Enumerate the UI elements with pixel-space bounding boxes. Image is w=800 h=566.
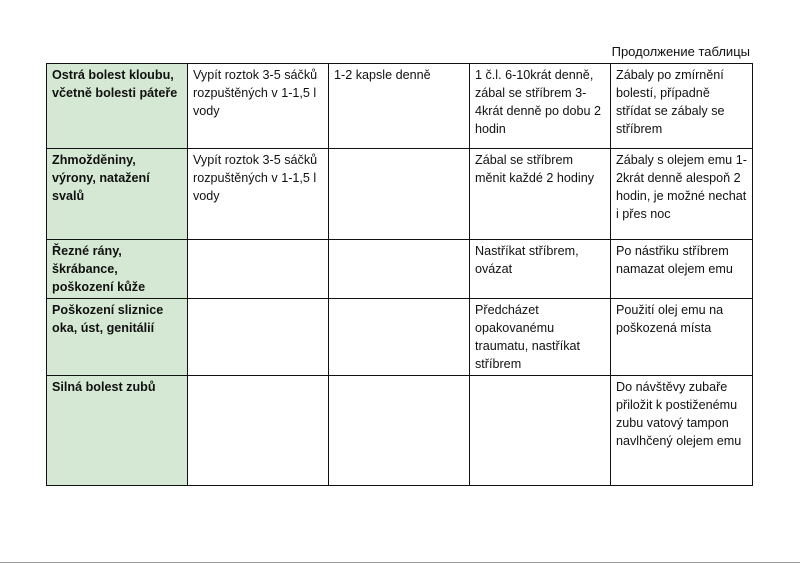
condition-cell: Zhmožděniny, výrony, natažení svalů: [47, 149, 188, 240]
table-cell: 1 č.l. 6-10krát denně, zábal se stříbrem 3-4krát denně po dobu 2 hodin: [470, 64, 611, 149]
table-continuation-caption: Продолжение таблицы: [611, 44, 750, 59]
table-cell: Po nástřiku stříbrem namazat olejem emu: [611, 240, 753, 299]
table-cell: Použití olej emu na poškozená místa: [611, 299, 753, 376]
table-cell: Vypít roztok 3-5 sáčků rozpuštěných v 1-1,5 l vody: [188, 64, 329, 149]
table-cell: [470, 376, 611, 486]
table-cell: [329, 376, 470, 486]
table-cell: [188, 376, 329, 486]
table-cell: [329, 299, 470, 376]
table-row: [47, 64, 753, 149]
condition-cell: Silná bolest zubů: [47, 376, 188, 486]
table-cell: Zábal se stříbrem měnit každé 2 hodiny: [470, 149, 611, 240]
treatment-table: [46, 63, 753, 486]
condition-cell: Poškození sliznice oka, úst, genitálií: [47, 299, 188, 376]
table-cell: Zábaly s olejem emu 1-2krát denně alespoň 2 hodin, je možné nechat i přes noc: [611, 149, 753, 240]
table-row: [47, 376, 753, 486]
table-row: [47, 299, 753, 376]
table-cell: [188, 299, 329, 376]
table-row: [47, 149, 753, 240]
table-cell: [188, 240, 329, 299]
table-cell: Předcházet opakovanému traumatu, nastříkat stříbrem: [470, 299, 611, 376]
table-cell: [329, 149, 470, 240]
table-row: [47, 240, 753, 299]
table-cell: [329, 240, 470, 299]
table-cell: 1-2 kapsle denně: [329, 64, 470, 149]
table-cell: Vypít roztok 3-5 sáčků rozpuštěných v 1-1,5 l vody: [188, 149, 329, 240]
condition-cell: Ostrá bolest kloubu, včetně bolesti páteře: [47, 64, 188, 149]
table-cell: Do návštěvy zubaře přiložit k postiženému zubu vatový tampon navlhčený olejem emu: [611, 376, 753, 486]
condition-cell: Řezné rány, škrábance, poškození kůže: [47, 240, 188, 299]
table-cell: Zábaly po zmírnění bolestí, případně střídat se zábaly se stříbrem: [611, 64, 753, 149]
table-cell: Nastříkat stříbrem, ovázat: [470, 240, 611, 299]
page-edge-divider: [0, 562, 800, 563]
